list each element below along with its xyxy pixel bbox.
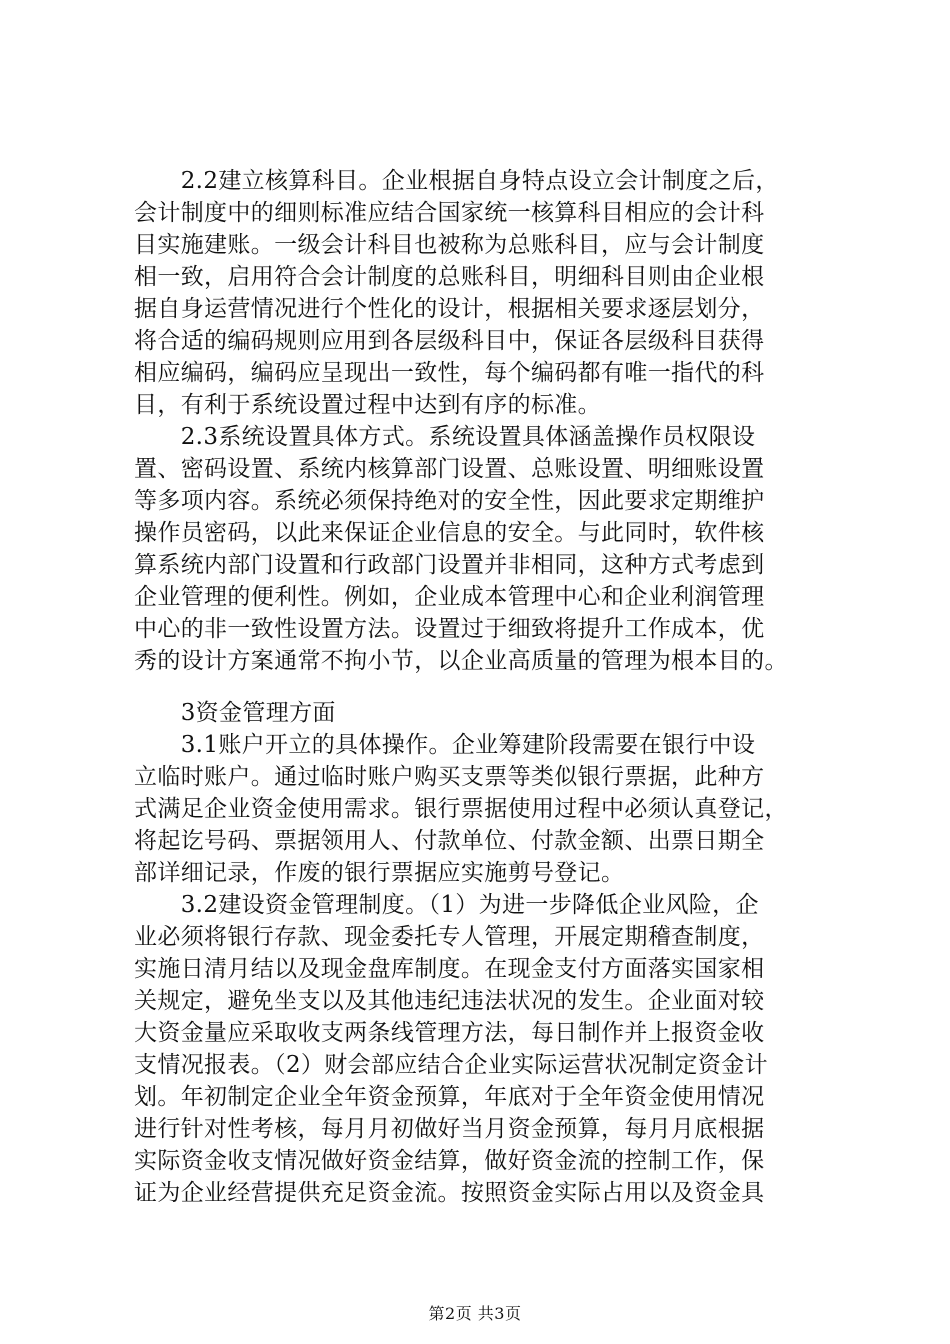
text-line: 大资金量应采取收支两条线管理方法，每日制作并上报资金收 — [134, 1020, 765, 1046]
text-line: 进行针对性考核，每月月初做好当月资金预算，每月月底根据 — [134, 1116, 765, 1142]
text-line: 中心的非一致性设置方法。设置过于细致将提升工作成本，优 — [134, 616, 765, 642]
text-line: 操作员密码，以此来保证企业信息的安全。与此同时，软件核 — [134, 520, 765, 546]
text-line: 划。年初制定企业全年资金预算，年底对于全年资金使用情况 — [134, 1084, 765, 1110]
text-line: 企业管理的便利性。例如，企业成本管理中心和企业利润管理 — [134, 584, 765, 610]
text-line: 2.2建立核算科目。企业根据自身特点设立会计制度之后， — [134, 168, 779, 194]
text-line: 据自身运营情况进行个性化的设计，根据相关要求逐层划分， — [134, 296, 765, 322]
text-line: 相一致，启用符合会计制度的总账科目，明细科目则由企业根 — [134, 264, 765, 290]
section-heading: 3资金管理方面 — [134, 700, 336, 726]
text-line: 实际资金收支情况做好资金结算，做好资金流的控制工作，保 — [134, 1148, 765, 1174]
text-line: 等多项内容。系统必须保持绝对的安全性，因此要求定期维护 — [134, 488, 765, 514]
text-line: 证为企业经营提供充足资金流。按照资金实际占用以及资金具 — [134, 1180, 765, 1206]
text-line: 2.3系统设置具体方式。系统设置具体涵盖操作员权限设 — [134, 424, 756, 450]
text-line: 式满足企业资金使用需求。银行票据使用过程中必须认真登记， — [134, 796, 788, 822]
text-line: 部详细记录，作废的银行票据应实施剪号登记。 — [134, 860, 625, 886]
text-line: 将起讫号码、票据领用人、付款单位、付款金额、出票日期全 — [134, 828, 765, 854]
text-line: 会计制度中的细则标准应结合国家统一核算科目相应的会计科 — [134, 200, 765, 226]
text-line: 业必须将银行存款、现金委托专人管理，开展定期稽查制度， — [134, 924, 765, 950]
text-line: 3.1账户开立的具体操作。企业筹建阶段需要在银行中设 — [134, 732, 756, 758]
text-line: 实施日清月结以及现金盘库制度。在现金支付方面落实国家相 — [134, 956, 765, 982]
text-line: 秀的设计方案通常不拘小节，以企业高质量的管理为根本目的。 — [134, 648, 788, 674]
text-line: 关规定，避免坐支以及其他违纪违法状况的发生。企业面对较 — [134, 988, 765, 1014]
text-line: 支情况报表。（2）财会部应结合企业实际运营状况制定资金计 — [134, 1052, 768, 1078]
text-line: 将合适的编码规则应用到各层级科目中，保证各层级科目获得 — [134, 328, 765, 354]
text-line: 算系统内部门设置和行政部门设置并非相同，这种方式考虑到 — [134, 552, 765, 578]
page-footer: 第2页 共3页 — [428, 1304, 522, 1323]
text-line: 目实施建账。一级会计科目也被称为总账科目，应与会计制度 — [134, 232, 765, 258]
text-line: 3.2建设资金管理制度。（1）为进一步降低企业风险，企 — [134, 892, 759, 918]
text-line: 置、密码设置、系统内核算部门设置、总账设置、明细账设置 — [134, 456, 765, 482]
text-line: 目，有利于系统设置过程中达到有序的标准。 — [134, 392, 601, 418]
text-line: 相应编码，编码应呈现出一致性，每个编码都有唯一指代的科 — [134, 360, 765, 386]
text-line: 立临时账户。通过临时账户购买支票等类似银行票据，此种方 — [134, 764, 765, 790]
